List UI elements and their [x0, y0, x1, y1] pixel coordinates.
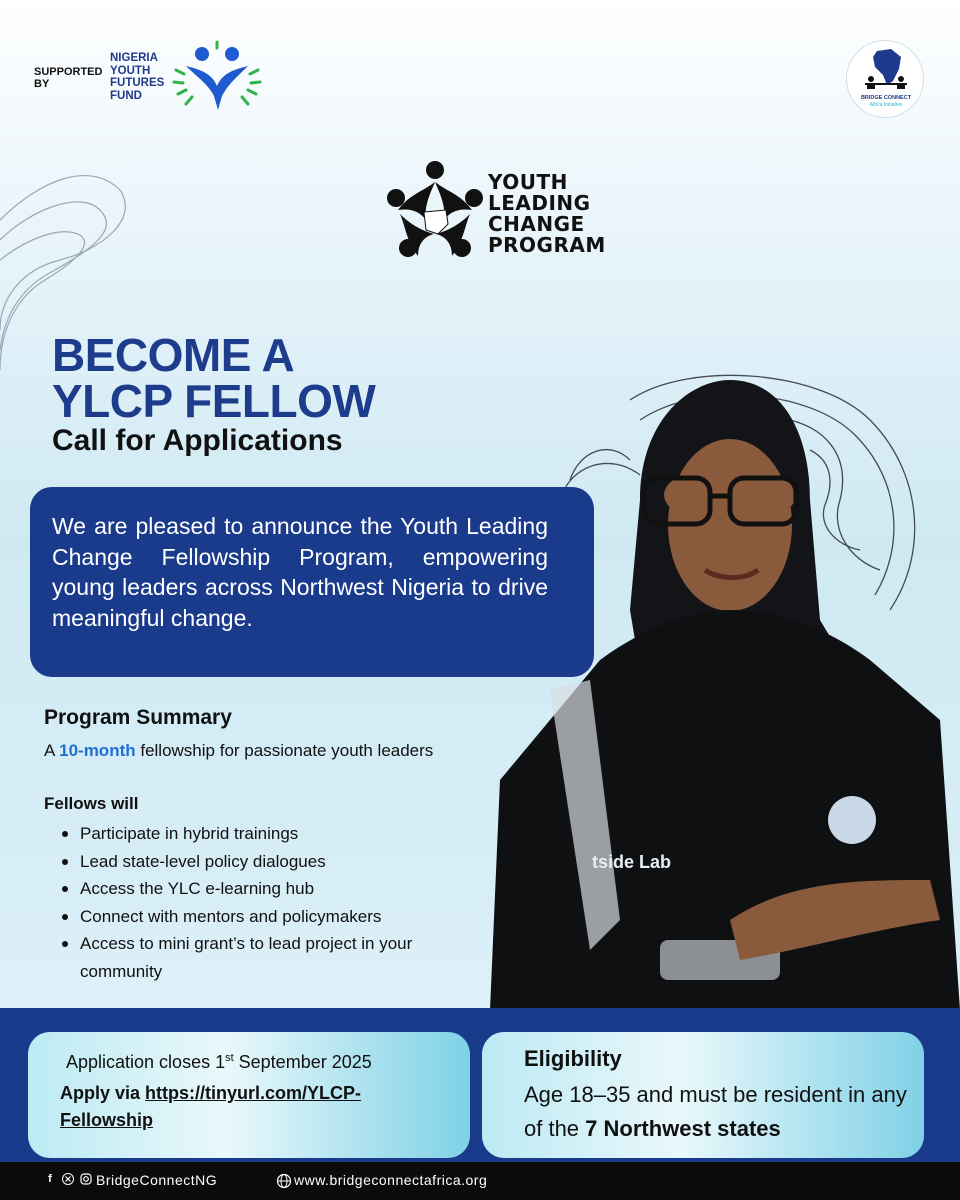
apply-link[interactable]: https://tinyurl.com/YLCP-Fellowship	[60, 1083, 362, 1130]
duration-highlight: 10-month	[59, 741, 136, 760]
x-icon[interactable]	[62, 1173, 74, 1185]
list-item: Access to mini grant’s to lead project in your community	[60, 930, 440, 985]
africa-map-icon	[847, 41, 925, 95]
footer	[0, 1162, 960, 1200]
list-item: Lead state-level policy dialogues	[60, 848, 460, 876]
social-handle[interactable]: BridgeConnectNG	[96, 1172, 218, 1188]
funder-name: NIGERIA YOUTH FUTURES FUND	[110, 52, 165, 102]
program-emblem-icon	[382, 158, 488, 270]
program-summary-description: A 10-month fellowship for passionate youth leaders	[44, 741, 434, 760]
program-summary-title: Program Summary	[44, 706, 232, 729]
application-deadline: Application closes 1st September 2025	[66, 1052, 372, 1072]
shirt-badge-text: tside Lab	[592, 852, 672, 872]
instagram-icon[interactable]	[80, 1173, 92, 1185]
program-title: YOUTH LEADING CHANGE PROGRAM	[488, 170, 606, 257]
announcement-box	[30, 487, 594, 677]
website-link[interactable]: www.bridgeconnectafrica.org	[294, 1172, 488, 1188]
fellows-will-title: Fellows will	[44, 794, 139, 813]
supported-by-label: SUPPORTED BY	[34, 66, 103, 90]
eligibility-title: Eligibility	[524, 1046, 622, 1071]
globe-icon	[276, 1173, 292, 1189]
list-item: Connect with mentors and policymakers	[60, 903, 460, 931]
eligibility-card	[482, 1032, 924, 1158]
eligibility-text: Age 18–35 and must be resident in any of the 7 Northwest states	[524, 1082, 907, 1141]
application-card	[28, 1032, 470, 1158]
fellow-portrait-image	[490, 360, 960, 1010]
partner-logo-subtext: Africa Initiative	[869, 102, 903, 108]
partner-logo-text: BRIDGE CONNECT	[860, 95, 912, 101]
list-item: Access the YLC e-learning hub	[60, 875, 460, 903]
fellows-activities-list	[60, 820, 460, 985]
announcement-text: We are pleased to announce the Youth Leading Change Fellowship Program, empowering young leaders across Northwest Nigeria to drive meaningful change.	[52, 513, 548, 631]
list-item: Participate in hybrid trainings	[60, 820, 460, 848]
headline: BECOME A YLCP FELLOW	[52, 329, 376, 427]
subheadline: Call for Applications	[52, 424, 343, 457]
apply-instructions: Apply via https://tinyurl.com/YLCP-Fellowship	[60, 1083, 362, 1130]
bridge-connect-logo	[846, 40, 924, 118]
facebook-icon[interactable]: f	[48, 1173, 52, 1185]
nyff-logo-icon	[172, 40, 262, 116]
